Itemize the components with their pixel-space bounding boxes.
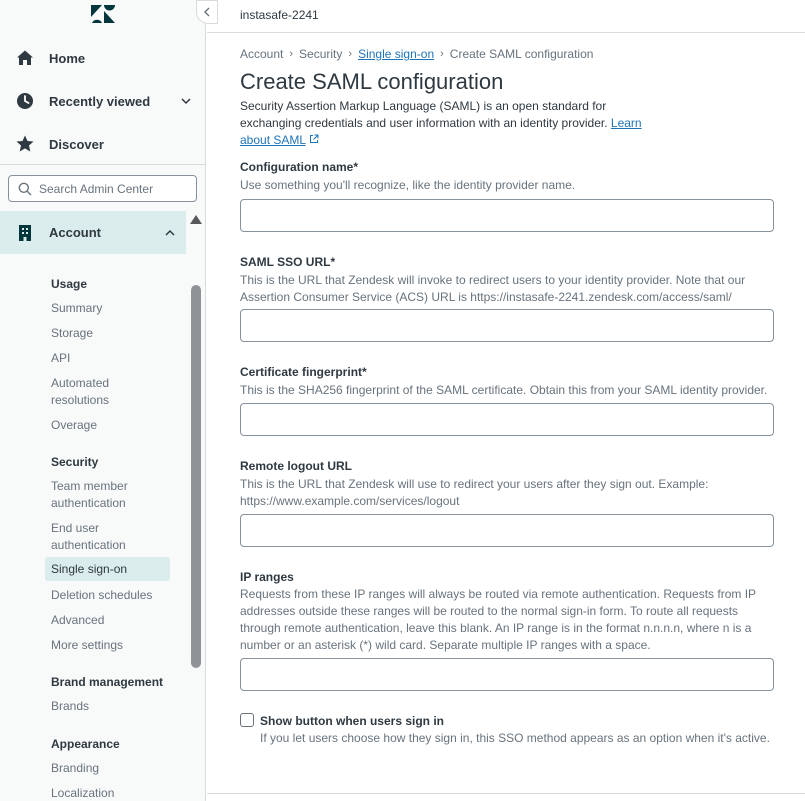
breadcrumb [240, 47, 593, 61]
chevron-right-icon: › [289, 48, 294, 60]
star-icon [15, 134, 35, 154]
show-button-hint: If you let users choose how they sign in, this SSO method appears as an option when it's active. [260, 731, 770, 745]
chevron-up-icon[interactable] [164, 227, 176, 239]
breadcrumb-account[interactable]: Account [240, 47, 284, 61]
config-name-hint: Use something you'll recognize, like the identity provider name. [240, 178, 576, 192]
fingerprint-label: Certificate fingerprint* [240, 365, 367, 379]
nav-recently-viewed-label: Recently viewed [49, 93, 151, 109]
fingerprint-hint: This is the SHA256 fingerprint of the SAML certificate. Obtain this from your SAML identity provider. [240, 383, 768, 397]
footer-divider [207, 793, 805, 794]
sidebar-item-automated-resolutions[interactable]: Automated resolutions [51, 376, 110, 407]
chevron-right-icon: › [440, 48, 444, 60]
breadcrumb-single-sign-on-link[interactable]: Single sign-on [358, 47, 435, 61]
sidebar [0, 0, 206, 801]
ip-ranges-hint: Requests from these IP ranges will always be routed via remote authentication. Requests from IP addresses outside these ranges will be routed to the normal sign-in form. To route all requests through remote authentication, leave this blank. An IP range is in the format n.n.n.n, where n is a number or an asterisk (*) wild card. Separate multiple IP ranges with a space. [240, 587, 756, 652]
chevron-right-icon: › [348, 48, 353, 60]
breadcrumb-security[interactable]: Security [299, 47, 343, 61]
sidebar-item-storage[interactable]: Storage [51, 326, 94, 340]
sidebar-item-single-sign-on-label: Single sign-on [51, 562, 128, 576]
nav-account[interactable] [0, 211, 186, 254]
collapse-sidebar-button[interactable] [196, 0, 218, 24]
logout-url-hint: This is the URL that Zendesk will use to redirect your users after they sign out. Example: https://www.example.com/services/logout [240, 477, 709, 508]
logout-url-label: Remote logout URL [240, 459, 352, 473]
section-brand-management-title: Brand management [51, 675, 164, 689]
building-icon [15, 223, 35, 243]
chevron-left-icon [203, 7, 211, 17]
sso-url-label: SAML SSO URL* [240, 255, 336, 269]
scroll-up-arrow-icon[interactable] [190, 215, 202, 224]
home-icon [15, 48, 35, 68]
config-name-label: Configuration name* [240, 160, 359, 174]
show-button-checkbox[interactable] [240, 713, 254, 727]
external-link-icon [309, 134, 319, 144]
sidebar-item-more-settings[interactable]: More settings [51, 638, 124, 652]
top-bar [207, 0, 805, 33]
show-button-label[interactable]: Show button when users sign in [260, 714, 445, 728]
sidebar-item-end-user-authentication[interactable]: End user authentication [51, 521, 126, 552]
nav-discover[interactable] [0, 124, 206, 164]
learn-about-saml-link[interactable]: Learn about SAML [240, 116, 642, 147]
page-intro-text: Security Assertion Markup Language (SAML) is an open standard for exchanging credentials and user information with an identity provider. [240, 99, 608, 130]
breadcrumb-current: Create SAML configuration [449, 47, 594, 61]
search-icon [18, 182, 32, 196]
page-intro [240, 98, 670, 149]
sidebar-item-team-member-authentication[interactable]: Team member authentication [51, 479, 128, 510]
search-input[interactable] [39, 180, 189, 198]
sidebar-item-deletion-schedules[interactable]: Deletion schedules [51, 588, 153, 602]
page-title: Create SAML configuration [240, 69, 504, 94]
clock-icon [15, 91, 35, 111]
section-usage-title: Usage [51, 277, 88, 291]
sidebar-item-single-sign-on[interactable] [45, 557, 170, 581]
sso-url-input[interactable] [240, 309, 774, 342]
zendesk-logo-icon[interactable] [91, 5, 115, 23]
logout-url-input[interactable] [240, 514, 774, 547]
ip-ranges-input[interactable] [240, 658, 774, 691]
sidebar-item-localization[interactable]: Localization [51, 786, 115, 800]
nav-recently-viewed[interactable] [0, 81, 206, 121]
sidebar-item-overage[interactable]: Overage [51, 418, 98, 432]
nav-home[interactable] [0, 38, 206, 78]
account-subdomain: instasafe-2241 [240, 8, 319, 22]
nav-discover-label: Discover [49, 136, 104, 152]
sidebar-item-brands[interactable]: Brands [51, 699, 90, 713]
sidebar-item-summary[interactable]: Summary [51, 301, 103, 315]
main-content [207, 34, 805, 801]
sidebar-item-branding[interactable]: Branding [51, 761, 100, 775]
nav-account-label: Account [49, 225, 101, 240]
fingerprint-input[interactable] [240, 403, 774, 436]
config-name-input[interactable] [240, 199, 774, 232]
sidebar-item-advanced[interactable]: Advanced [51, 613, 105, 627]
section-security-title: Security [51, 455, 99, 469]
sidebar-divider [0, 164, 206, 165]
search-box[interactable] [8, 175, 197, 202]
chevron-down-icon[interactable] [180, 95, 192, 107]
section-appearance-title: Appearance [51, 737, 120, 751]
sidebar-item-api[interactable]: API [51, 351, 71, 365]
sidebar-scrollbar-thumb[interactable] [191, 285, 201, 668]
sso-url-hint: This is the URL that Zendesk will invoke to redirect users to your identity provider. Note that our Assertion Consumer Service (ACS) URL is https://instasafe-2241.zendesk.com/access/saml/ [240, 273, 746, 304]
nav-home-label: Home [49, 50, 86, 66]
ip-ranges-label: IP ranges [240, 570, 294, 584]
